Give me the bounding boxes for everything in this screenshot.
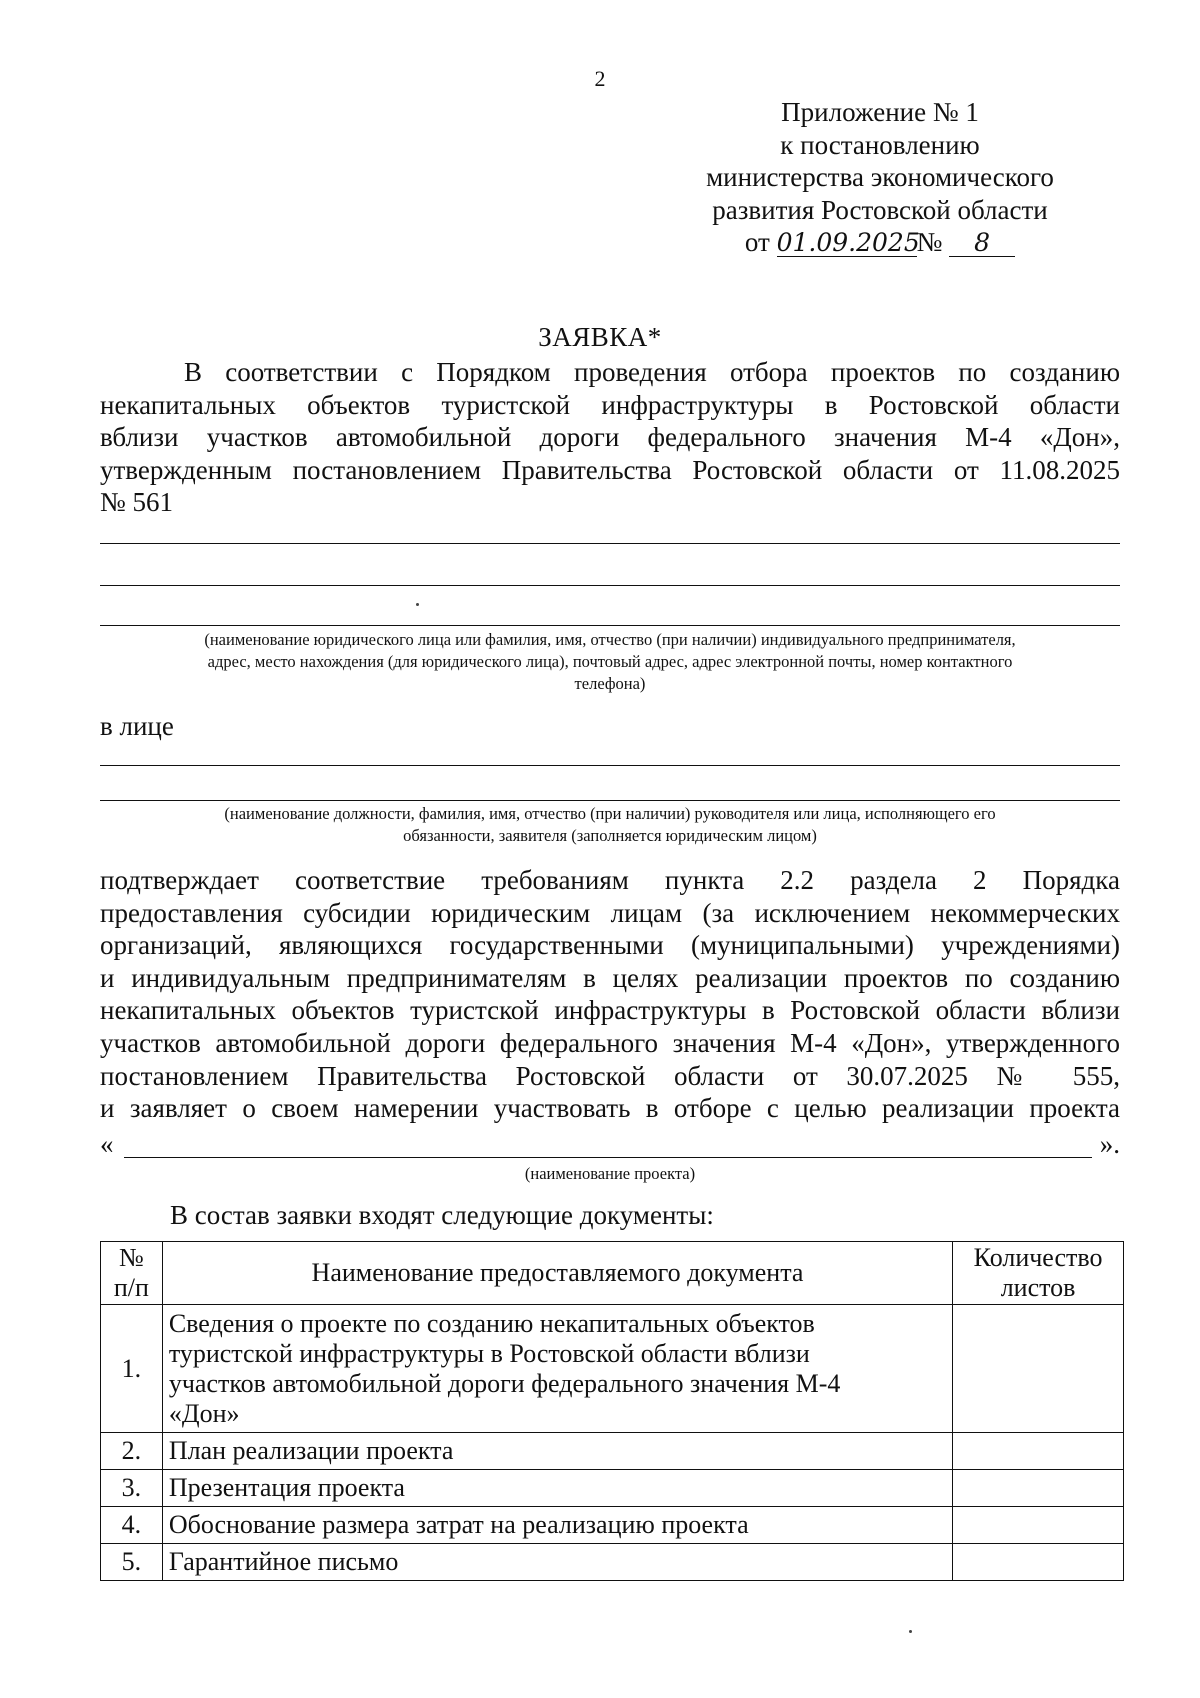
- table-row: [101, 1305, 1124, 1433]
- date-prefix: от: [744, 227, 770, 257]
- ink-dot: [416, 603, 419, 606]
- table-row: [101, 1544, 1124, 1581]
- intro-line: утвержденным постановлением Правительства Ростовской области от 11.08.2025: [100, 454, 1120, 485]
- row-num-cell: 5.: [101, 1544, 163, 1581]
- row-num-cell: 3.: [101, 1470, 163, 1507]
- intro-line: В соответствии с Порядком проведения отбора проектов по созданию: [184, 357, 1120, 387]
- row-num-cell: 1.: [101, 1305, 163, 1433]
- row-count-cell: [953, 1544, 1124, 1581]
- header-num-line: №: [119, 1243, 144, 1272]
- row-name-line: Сведения о проекте по созданию некапитальных объектов: [168, 1308, 815, 1338]
- row-name-cell: План реализации проекта: [162, 1433, 952, 1470]
- appendix-date-line: [640, 226, 1120, 259]
- body-line: постановлением Правительства Ростовской области от 30.07.2025 № 555,: [100, 1060, 1120, 1091]
- appendix-line-2: к постановлению: [780, 129, 980, 160]
- row-name-line: «Дон»: [168, 1398, 240, 1428]
- representative-caption: [100, 803, 1120, 847]
- header-num-cell: [101, 1242, 163, 1305]
- body-line: предоставления субсидии юридическим лицам (за исключением некоммерческих: [100, 897, 1120, 928]
- row-count-cell: [953, 1470, 1124, 1507]
- ink-dot: [909, 1630, 912, 1633]
- caption-line: обязанности, заявителя (заполняется юридическим лицом): [403, 826, 817, 845]
- document-title: ЗАЯВКА*: [538, 322, 662, 352]
- documents-intro: В состав заявки входят следующие документы:: [170, 1200, 714, 1230]
- applicant-line-2: [100, 585, 1120, 586]
- row-name-cell: [162, 1305, 952, 1433]
- documents-table: [100, 1241, 1124, 1581]
- body-line: и заявляет о своем намерении участвовать в отборе с целью реализации проекта: [100, 1093, 1120, 1124]
- table-row: [101, 1433, 1124, 1470]
- body-line: участков автомобильной дороги федерального значения М-4 «Дон», утвержденного: [100, 1027, 1120, 1058]
- table-row: [101, 1470, 1124, 1507]
- appendix-block: [640, 96, 1120, 259]
- appendix-line-1: Приложение № 1: [781, 97, 979, 127]
- page-number: 2: [594, 66, 606, 91]
- header-count-line: листов: [1000, 1273, 1076, 1302]
- body-line: организаций, являющихся государственными (муниципальными) учреждениями): [100, 930, 1120, 961]
- table-header-row: [101, 1242, 1124, 1305]
- applicant-line-1: [100, 543, 1120, 544]
- caption-line: (наименование должности, фамилия, имя, отчество (при наличии) руководителя или лица, исполняющего его: [224, 804, 996, 823]
- representative-line-1: [100, 765, 1120, 766]
- close-quote: ».: [1099, 1129, 1120, 1159]
- row-name-line: туристской инфраструктуры в Ростовской области вблизи: [168, 1338, 810, 1368]
- body-paragraph: [100, 864, 1120, 1125]
- row-name-cell: Обоснование размера затрат на реализацию проекта: [162, 1507, 952, 1544]
- row-count-cell: [953, 1433, 1124, 1470]
- number-prefix: №: [916, 227, 943, 257]
- body-line: и индивидуальным предпринимателям в целях реализации проектов по созданию: [100, 962, 1120, 993]
- applicant-caption: [100, 629, 1120, 695]
- header-count-cell: [953, 1242, 1124, 1305]
- number-field: 8: [949, 230, 1015, 257]
- body-line: подтверждает соответствие требованиям пункта 2.2 раздела 2 Порядка: [100, 865, 1120, 895]
- row-num-cell: 2.: [101, 1433, 163, 1470]
- body-line: некапитальных объектов туристской инфраструктуры в Ростовской области вблизи: [100, 995, 1120, 1026]
- caption-line: адрес, место нахождения (для юридического лица), почтовый адрес, адрес электронной почты, номер контактного: [207, 652, 1013, 671]
- applicant-line-3: [100, 625, 1120, 626]
- header-num-line: п/п: [113, 1273, 149, 1302]
- representative-line-2: [100, 800, 1120, 801]
- in-person-label: в лице: [100, 711, 174, 741]
- appendix-line-4: развития Ростовской области: [712, 194, 1048, 225]
- row-name-cell: Гарантийное письмо: [162, 1544, 952, 1581]
- appendix-line-3: министерства экономического: [706, 162, 1054, 192]
- table-row: [101, 1507, 1124, 1544]
- project-caption: (наименование проекта): [524, 1164, 696, 1183]
- intro-line: вблизи участков автомобильной дороги федерального значения М-4 «Дон»,: [100, 422, 1120, 453]
- date-field: 01.09.2025: [776, 228, 920, 257]
- row-name-line: участков автомобильной дороги федерального значения М-4: [168, 1368, 841, 1398]
- project-name-line: [124, 1157, 1092, 1158]
- caption-line: (наименование юридического лица или фамилия, имя, отчество (при наличии) индивидуального предпринимателя,: [204, 630, 1016, 649]
- row-count-cell: [953, 1305, 1124, 1433]
- row-name-cell: Презентация проекта: [162, 1470, 952, 1507]
- header-count-line: Количество: [973, 1243, 1103, 1272]
- open-quote: «: [100, 1129, 114, 1159]
- intro-line: № 561: [100, 487, 174, 518]
- row-count-cell: [953, 1507, 1124, 1544]
- intro-line: некапитальных объектов туристской инфраструктуры в Ростовской области: [100, 389, 1120, 420]
- caption-line: телефона): [574, 674, 646, 693]
- row-num-cell: 4.: [101, 1507, 163, 1544]
- intro-paragraph: [100, 356, 1120, 519]
- header-name-cell: Наименование предоставляемого документа: [162, 1242, 952, 1305]
